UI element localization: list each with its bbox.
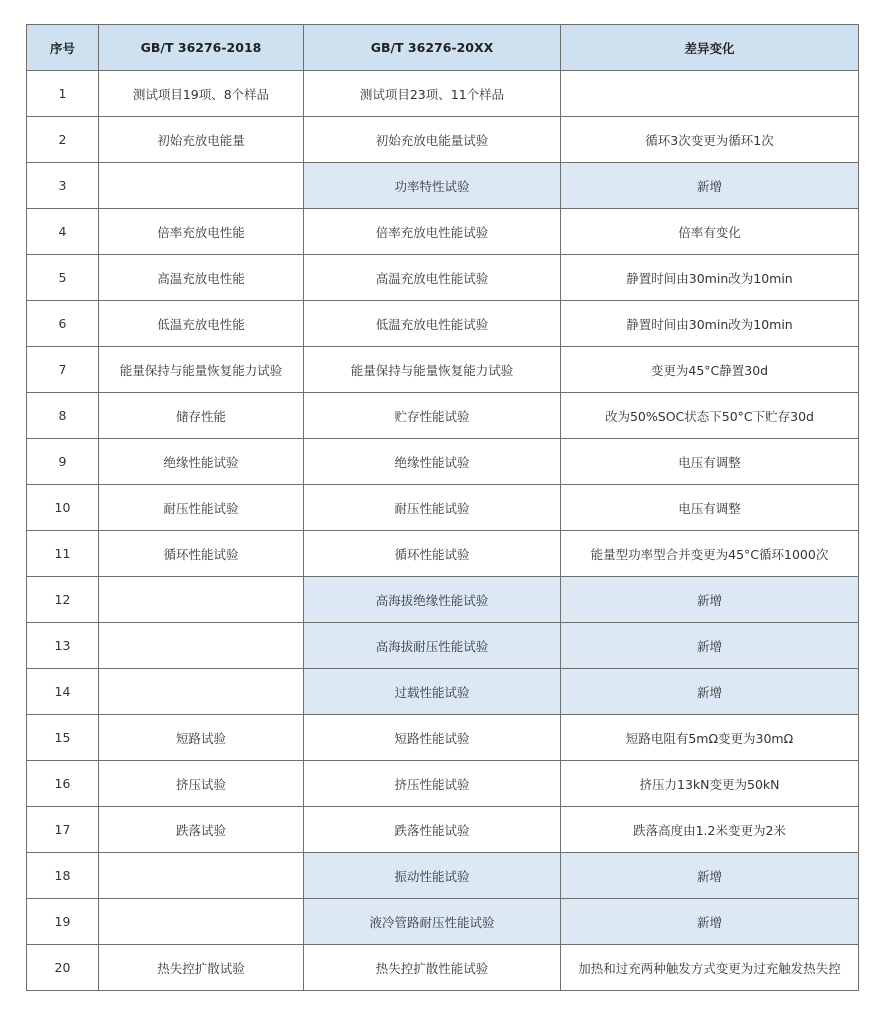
cell-difference: 静置时间由30min改为10min (561, 255, 859, 301)
header-difference: 差异变化 (561, 25, 859, 71)
cell-index: 8 (27, 393, 99, 439)
cell-index: 14 (27, 669, 99, 715)
cell-old-standard (99, 163, 304, 209)
cell-difference: 电压有调整 (561, 485, 859, 531)
cell-index: 17 (27, 807, 99, 853)
table-row (27, 393, 859, 439)
cell-old-standard: 挤压试验 (99, 761, 304, 807)
cell-difference: 能量型功率型合并变更为45°C循环1000次 (561, 531, 859, 577)
table-row (27, 623, 859, 669)
cell-difference: 新增 (561, 899, 859, 945)
cell-new-standard: 振动性能试验 (304, 853, 561, 899)
cell-old-standard: 耐压性能试验 (99, 485, 304, 531)
cell-difference: 加热和过充两种触发方式变更为过充触发热失控 (561, 945, 859, 991)
cell-new-standard: 循环性能试验 (304, 531, 561, 577)
cell-old-standard: 倍率充放电性能 (99, 209, 304, 255)
table-row (27, 669, 859, 715)
header-new-standard: GB/T 36276-20XX (304, 25, 561, 71)
table-row (27, 209, 859, 255)
cell-old-standard (99, 623, 304, 669)
cell-difference: 改为50%SOC状态下50°C下贮存30d (561, 393, 859, 439)
cell-new-standard: 耐压性能试验 (304, 485, 561, 531)
header-old-standard: GB/T 36276-2018 (99, 25, 304, 71)
table-row (27, 347, 859, 393)
cell-old-standard: 热失控扩散试验 (99, 945, 304, 991)
table-row (27, 807, 859, 853)
comparison-table-container (26, 24, 859, 991)
table-row (27, 899, 859, 945)
cell-index: 15 (27, 715, 99, 761)
cell-index: 2 (27, 117, 99, 163)
cell-index: 13 (27, 623, 99, 669)
cell-new-standard: 过载性能试验 (304, 669, 561, 715)
cell-index: 10 (27, 485, 99, 531)
cell-old-standard: 循环性能试验 (99, 531, 304, 577)
cell-index: 12 (27, 577, 99, 623)
cell-old-standard: 高温充放电性能 (99, 255, 304, 301)
table-row (27, 715, 859, 761)
cell-difference: 新增 (561, 853, 859, 899)
table-row (27, 945, 859, 991)
cell-old-standard: 能量保持与能量恢复能力试验 (99, 347, 304, 393)
cell-index: 20 (27, 945, 99, 991)
cell-new-standard: 液冷管路耐压性能试验 (304, 899, 561, 945)
comparison-table (26, 24, 859, 991)
cell-new-standard: 短路性能试验 (304, 715, 561, 761)
cell-difference: 新增 (561, 163, 859, 209)
table-row (27, 163, 859, 209)
cell-difference: 倍率有变化 (561, 209, 859, 255)
cell-new-standard: 倍率充放电性能试验 (304, 209, 561, 255)
table-row (27, 531, 859, 577)
cell-index: 18 (27, 853, 99, 899)
cell-difference (561, 71, 859, 117)
cell-new-standard: 跌落性能试验 (304, 807, 561, 853)
cell-old-standard: 储存性能 (99, 393, 304, 439)
cell-old-standard (99, 669, 304, 715)
table-row (27, 255, 859, 301)
table-row (27, 71, 859, 117)
cell-difference: 新增 (561, 577, 859, 623)
table-row (27, 117, 859, 163)
cell-new-standard: 高海拔耐压性能试验 (304, 623, 561, 669)
cell-new-standard: 高温充放电性能试验 (304, 255, 561, 301)
cell-difference: 电压有调整 (561, 439, 859, 485)
cell-index: 6 (27, 301, 99, 347)
cell-new-standard: 挤压性能试验 (304, 761, 561, 807)
cell-difference: 跌落高度由1.2米变更为2米 (561, 807, 859, 853)
cell-difference: 变更为45°C静置30d (561, 347, 859, 393)
cell-old-standard: 初始充放电能量 (99, 117, 304, 163)
cell-old-standard: 短路试验 (99, 715, 304, 761)
cell-new-standard: 功率特性试验 (304, 163, 561, 209)
cell-new-standard: 贮存性能试验 (304, 393, 561, 439)
cell-index: 9 (27, 439, 99, 485)
table-header-row (27, 25, 859, 71)
cell-old-standard (99, 899, 304, 945)
table-row (27, 853, 859, 899)
cell-index: 7 (27, 347, 99, 393)
table-body (27, 71, 859, 991)
cell-difference: 挤压力13kN变更为50kN (561, 761, 859, 807)
cell-difference: 静置时间由30min改为10min (561, 301, 859, 347)
cell-new-standard: 绝缘性能试验 (304, 439, 561, 485)
cell-old-standard: 测试项目19项、8个样品 (99, 71, 304, 117)
table-row (27, 761, 859, 807)
cell-index: 11 (27, 531, 99, 577)
cell-difference: 循环3次变更为循环1次 (561, 117, 859, 163)
cell-old-standard (99, 577, 304, 623)
table-row (27, 301, 859, 347)
cell-old-standard: 低温充放电性能 (99, 301, 304, 347)
table-row (27, 439, 859, 485)
table-row (27, 577, 859, 623)
cell-new-standard: 初始充放电能量试验 (304, 117, 561, 163)
cell-index: 16 (27, 761, 99, 807)
cell-index: 5 (27, 255, 99, 301)
header-index: 序号 (27, 25, 99, 71)
cell-old-standard: 跌落试验 (99, 807, 304, 853)
cell-difference: 新增 (561, 669, 859, 715)
cell-new-standard: 高海拔绝缘性能试验 (304, 577, 561, 623)
cell-difference: 短路电阻有5mΩ变更为30mΩ (561, 715, 859, 761)
cell-new-standard: 低温充放电性能试验 (304, 301, 561, 347)
cell-new-standard: 测试项目23项、11个样品 (304, 71, 561, 117)
cell-index: 4 (27, 209, 99, 255)
cell-index: 3 (27, 163, 99, 209)
cell-new-standard: 热失控扩散性能试验 (304, 945, 561, 991)
cell-difference: 新增 (561, 623, 859, 669)
cell-index: 19 (27, 899, 99, 945)
table-row (27, 485, 859, 531)
cell-index: 1 (27, 71, 99, 117)
cell-new-standard: 能量保持与能量恢复能力试验 (304, 347, 561, 393)
cell-old-standard (99, 853, 304, 899)
cell-old-standard: 绝缘性能试验 (99, 439, 304, 485)
